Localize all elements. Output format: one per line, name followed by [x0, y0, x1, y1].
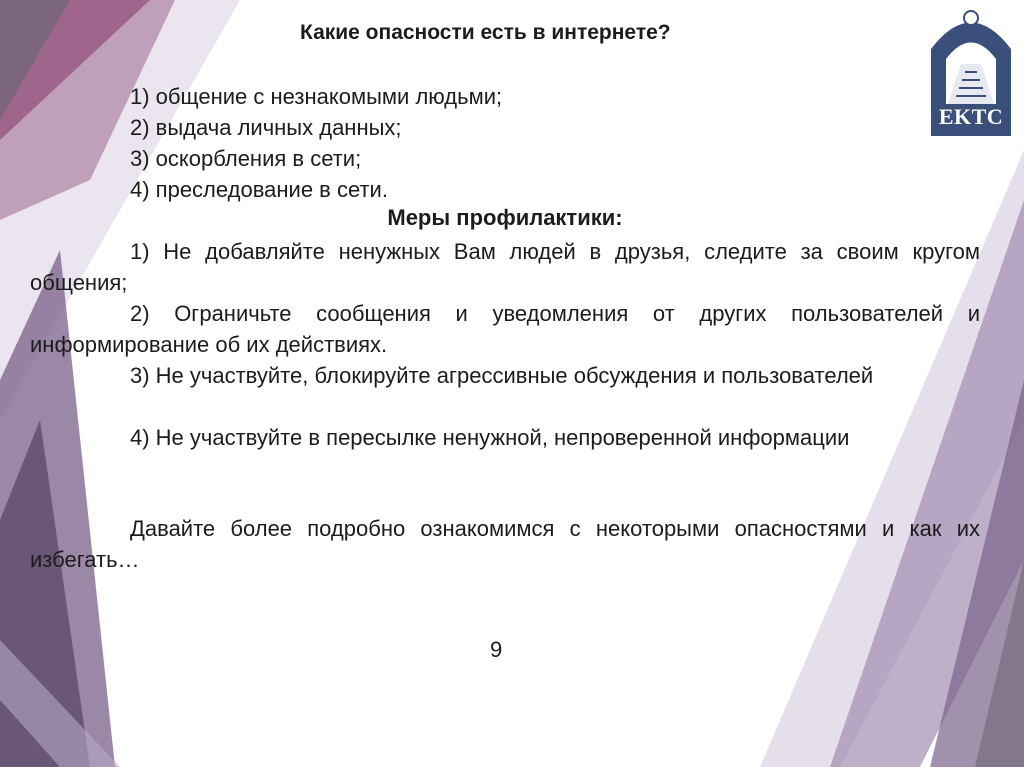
danger-item: 1) общение с незнакомыми людьми;: [130, 84, 503, 109]
danger-item: 2) выдача личных данных;: [130, 115, 402, 140]
prevention-item: 2) Ограничьте сообщения и уведомления от других пользователей и информирование об их действиях.: [30, 301, 980, 357]
closing-text: Давайте более подробно ознакомимся с некоторыми опасностями и как их избегать…: [30, 516, 980, 572]
slide-title: Какие опасности есть в интернете?: [300, 21, 671, 44]
danger-item: 3) оскорбления в сети;: [130, 146, 362, 171]
prevention-item: 1) Не добавляйте ненужных Вам людей в друзья, следите за своим кругом общения;: [30, 239, 980, 295]
prevention-item: 3) Не участвуйте, блокируйте агрессивные обсуждения и пользователей: [130, 363, 874, 388]
logo-text: EKTC: [938, 104, 1004, 129]
slide-content: [30, 0, 980, 767]
prevention-heading: Меры профилактики:: [387, 205, 623, 230]
page-number: 9: [490, 637, 503, 662]
college-logo: [918, 0, 1024, 142]
danger-item: 4) преследование в сети.: [130, 177, 388, 202]
prevention-item: 4) Не участвуйте в пересылке ненужной, непроверенной информации: [130, 425, 850, 450]
